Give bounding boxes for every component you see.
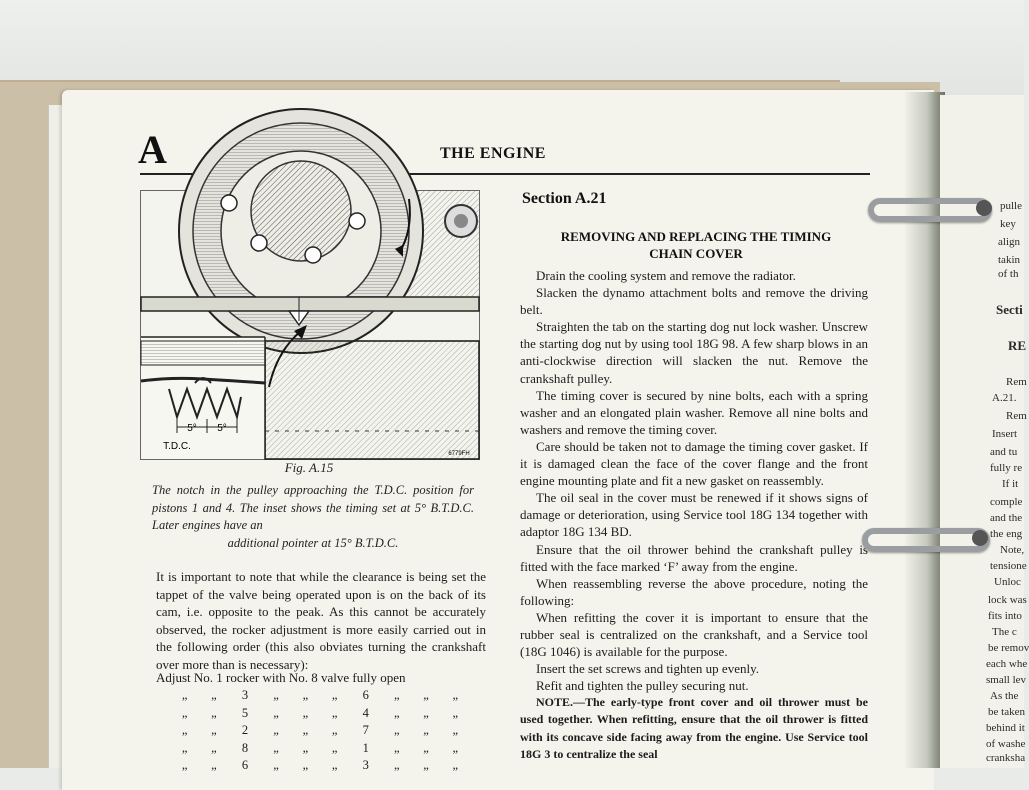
facing-page-fragment: cranksha xyxy=(986,752,1026,764)
body-paragraph: Slacken the dynamo attachment bolts and remove the driving belt. xyxy=(520,285,868,318)
body-paragraph: Insert the set screws and tighten up evenly. xyxy=(536,661,759,677)
valve-number: 3 xyxy=(362,758,369,772)
facing-page-fragment: of washe xyxy=(986,738,1026,750)
figure-label: Fig. A.15 xyxy=(284,460,334,475)
ditto-mark: „ xyxy=(394,758,400,772)
ditto-mark: „ xyxy=(331,688,338,702)
ditto-mark: „ xyxy=(181,740,188,755)
rocker-number: 5 xyxy=(241,705,249,720)
ditto-mark: „ xyxy=(302,758,309,772)
ditto-mark: „ xyxy=(211,758,217,772)
ditto-mark: „ xyxy=(394,688,400,702)
binder-ring-bottom xyxy=(862,528,990,552)
ditto-mark: „ xyxy=(302,688,309,702)
ditto-mark: „ xyxy=(331,740,338,755)
ring-knob-bottom xyxy=(972,530,988,546)
ditto-mark: „ xyxy=(394,740,400,755)
facing-page-fragment: RE xyxy=(1008,338,1027,353)
facing-page-fragment: of th xyxy=(998,268,1019,280)
rocker-valve-order-table xyxy=(170,688,470,776)
rocker-number: 2 xyxy=(241,723,249,737)
ditto-mark: „ xyxy=(452,688,459,702)
ditto-mark: „ xyxy=(302,723,309,737)
ditto-mark: „ xyxy=(331,758,338,772)
body-paragraph: The oil seal in the cover must be renewed if it shows signs of damage or deterioration, using Service tool 18G 134 together with adaptor 18G 134 BD. xyxy=(520,490,868,540)
ditto-mark: „ xyxy=(423,688,429,702)
inset-label-left: 5° xyxy=(187,423,197,434)
facing-page-fragment: be remov xyxy=(988,642,1029,654)
facing-page-fragment: and tu xyxy=(990,446,1018,458)
ditto-mark: „ xyxy=(452,758,459,772)
adjust-row xyxy=(170,706,470,724)
facing-page-fragment: If it xyxy=(1002,478,1019,490)
ditto-mark: „ xyxy=(181,688,188,702)
facing-page-fragment: A.21. xyxy=(992,392,1017,404)
ring-knob-top xyxy=(976,200,992,216)
facing-page-fragment: each whe xyxy=(986,658,1028,670)
inset-label-tdc: T.D.C. xyxy=(163,441,191,452)
facing-page-fragment: fits into xyxy=(988,610,1022,622)
rocker-number: 3 xyxy=(241,688,249,702)
body-paragraph: The timing cover is secured by nine bolts, each with a spring washer and an elongated plain washer. Remove all nine bolts and washers and remove the timing cover. xyxy=(520,387,868,437)
facing-page-fragment: fully re xyxy=(990,462,1023,474)
ditto-mark: „ xyxy=(452,723,459,737)
binding-gutter xyxy=(905,92,945,768)
section-title: Section A.21 xyxy=(522,190,607,207)
sub-heading-line-2: CHAIN COVER xyxy=(649,246,743,261)
figure-caption xyxy=(152,482,474,552)
figure-caption-text: The notch in the pulley approaching the T.D.C. position for pistons 1 and 4. The inset shows the timing set at 5° B.T.D.C. Later engines have an xyxy=(152,483,474,532)
ditto-mark: „ xyxy=(423,758,429,772)
facing-page-fragment: Rem xyxy=(1006,410,1027,422)
section-body-text xyxy=(520,267,868,763)
facing-page-fragment: Rem xyxy=(1006,376,1027,388)
facing-page-fragment: key xyxy=(1000,218,1016,230)
body-paragraph: When refitting the cover it is important to ensure that the rubber seal is centralized on the crankshaft, and a Service tool (18G 1046) is available for the purpose. xyxy=(520,609,868,660)
valve-number: 6 xyxy=(362,688,369,702)
facing-page-fragment: The c xyxy=(992,626,1017,638)
valve-number: 4 xyxy=(362,705,369,720)
body-paragraph: When reassembling reverse the above procedure, noting the following: xyxy=(520,575,868,608)
ditto-mark: „ xyxy=(452,740,459,755)
adjust-row xyxy=(170,758,470,776)
adjust-row xyxy=(170,688,470,706)
figure-caption-last-line: additional pointer at 15° B.T.D.C. xyxy=(227,535,399,550)
body-paragraph: Straighten the tab on the starting dog nut lock washer. Unscrew the starting dog nut by using tool 18G 98. A few sharp blows in an anti-clockwise direction will slacken the nut. Remove the crankshaft pulley. xyxy=(520,319,868,386)
facing-page-fragment: Insert xyxy=(992,428,1018,440)
valve-number: 1 xyxy=(362,740,369,755)
ditto-mark: „ xyxy=(211,723,217,737)
valve-number: 7 xyxy=(362,723,369,737)
ditto-mark: „ xyxy=(394,705,400,720)
facing-page-fragment: pulle xyxy=(1000,200,1022,212)
pulley-diagram xyxy=(141,191,479,459)
figure-code: 6779FH xyxy=(448,451,470,457)
facing-page-fragment: Secti xyxy=(996,302,1023,317)
adjust-row xyxy=(170,741,470,759)
note-paragraph: NOTE.—The early-type front cover and oil thrower must be used together. When refitting, ensure that the oil thrower is fitted with its concave side facing away from the engine. Use Service tool 18G 3 to centralize the seal xyxy=(520,695,868,761)
facing-page-fragment: align xyxy=(998,236,1020,248)
section-letter: A xyxy=(138,127,167,172)
ditto-mark: „ xyxy=(181,723,188,737)
sub-heading-line-1: REMOVING AND REPLACING THE TIMING xyxy=(560,229,832,244)
adjust-row xyxy=(170,723,470,741)
ditto-mark: „ xyxy=(273,723,279,737)
facing-page-fragment: lock was xyxy=(988,594,1027,606)
ditto-mark: „ xyxy=(302,740,309,755)
facing-page-fragment: As the xyxy=(990,690,1019,702)
facing-page-fragment: the eng xyxy=(990,528,1023,540)
ditto-mark: „ xyxy=(423,705,429,720)
adjust-instruction: Adjust No. 1 rocker with No. 8 valve fully open xyxy=(156,670,406,685)
inset-label-right: 5° xyxy=(217,423,227,434)
ditto-mark: „ xyxy=(394,723,400,737)
facing-page-fragment: takin xyxy=(998,254,1020,266)
ditto-mark: „ xyxy=(331,723,338,737)
facing-page-fragment: behind it xyxy=(986,722,1025,734)
rocker-adjustment-paragraph: It is important to note that while the clearance is being set the tappet of the valve being operated upon is on the back of its cam, i.e. opposite to the peak. As this cannot be accurately observed, the rocker adjustment is more easily carried out in the following order (this also obviates turning the crankshaft over more than is necessary): xyxy=(156,569,486,672)
ditto-mark: „ xyxy=(423,723,429,737)
ditto-mark: „ xyxy=(273,758,279,772)
ditto-mark: „ xyxy=(273,740,279,755)
ditto-mark: „ xyxy=(273,705,279,720)
engine-pulley-illustration xyxy=(140,190,480,460)
rocker-number: 8 xyxy=(241,740,249,755)
ditto-mark: „ xyxy=(181,705,188,720)
facing-page-fragment: tensione xyxy=(990,560,1027,572)
facing-page-fragment: and the xyxy=(990,512,1023,524)
ditto-mark: „ xyxy=(211,705,217,720)
ditto-mark: „ xyxy=(211,740,217,755)
body-paragraph: Care should be taken not to damage the timing cover gasket. If it is damaged clean the face of the cover flange and the front engine mounting plate and fit a new gasket on reassembly. xyxy=(520,438,868,489)
page-title: THE ENGINE xyxy=(440,145,546,162)
facing-page-fragment: small lev xyxy=(986,674,1027,686)
facing-page-fragment: be taken xyxy=(988,706,1025,718)
section-sub-heading xyxy=(522,228,870,262)
body-paragraph: Drain the cooling system and remove the radiator. xyxy=(536,268,796,283)
ditto-mark: „ xyxy=(211,688,217,702)
facing-page-fragment: Unloc xyxy=(994,576,1021,588)
ditto-mark: „ xyxy=(452,705,459,720)
ditto-mark: „ xyxy=(331,705,338,720)
rocker-number: 6 xyxy=(241,758,249,772)
facing-page-fragment: comple xyxy=(990,496,1023,508)
ditto-mark: „ xyxy=(273,688,279,702)
facing-page-fragment: Note, xyxy=(1000,544,1025,556)
ditto-mark: „ xyxy=(181,758,188,772)
body-paragraph: Ensure that the oil thrower behind the crankshaft pulley is fitted with the face marked ‘F’ away from the engine. xyxy=(520,541,868,574)
ditto-mark: „ xyxy=(302,705,309,720)
body-paragraph: Refit and tighten the pulley securing nut. xyxy=(536,678,749,694)
binder-ring-top xyxy=(868,198,992,222)
ditto-mark: „ xyxy=(423,740,429,755)
